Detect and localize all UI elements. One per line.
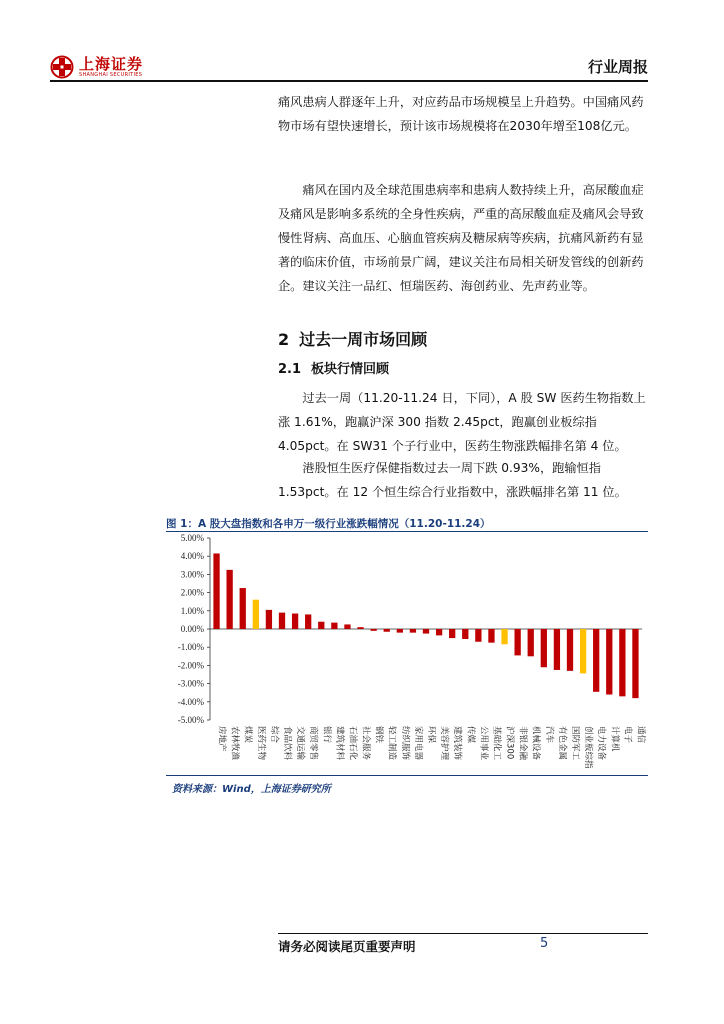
subsection-heading [278,358,389,377]
bar-5 [266,610,272,629]
category-label: 汽车 [543,726,554,744]
logo-name-en: SHANGHAI SECURITIES [79,72,143,78]
bar-series [213,553,638,698]
y-tick-label: -4.00% [177,696,204,707]
category-label: 计算机 [609,726,620,752]
y-tick-label: 0.00% [180,624,204,634]
category-label: 食品饮料 [282,726,292,761]
category-label: 银行 [321,726,332,744]
paragraph-a-share-review: 过去一周（11.20-11.24 日，下同），A 股 SW 医药生物指数上涨 1.61%，跑赢沪深 300 指数 2.45pct，跑赢创业板综指 4.05pct。在 SW31 个子行业中，医药生物涨跌幅排名第 4 位。 [278,391,646,453]
bar-30 [593,629,599,692]
bar-18 [436,629,442,635]
y-tick-label: -3.00% [177,678,204,689]
report-type-title: 行业周报 [587,58,648,76]
bar-25 [528,629,534,656]
category-label: 创业板综指 [583,726,594,769]
bar-9 [318,622,324,629]
bar-27 [554,629,560,670]
section-title: 过去一周市场回顾 [299,330,428,349]
source-rule [166,775,648,776]
section-heading [278,327,427,350]
category-label: 基础化工 [491,726,502,761]
y-tick-label: -5.00% [177,715,204,725]
subsection-title: 板块行情回顾 [311,362,390,377]
footer-divider [278,933,648,934]
category-label: 农林牧渔 [229,726,240,761]
section-number: 2 [278,330,290,349]
bar-31 [606,629,612,695]
y-tick-label: 4.00% [180,551,204,562]
category-label: 机械设备 [530,726,541,761]
category-label: 美容护理 [439,726,450,761]
subsection-number: 2.1 [278,362,302,377]
bar-29 [580,629,586,673]
bar-2 [226,570,232,629]
bar-8 [305,614,311,629]
y-tick-label: 3.00% [180,569,204,580]
bar-24 [514,629,520,655]
bar-11 [344,624,350,629]
industry-return-bar-chart [166,531,648,775]
category-label: 通信 [635,726,646,744]
bar-3 [240,588,246,629]
logo-emblem-icon [50,55,74,79]
category-label: 电子 [622,726,633,744]
bar-1 [213,553,219,629]
bar-33 [632,629,638,698]
figure-title: 图 1：A 股大盘指数和各申万一级行业涨跌幅情况（11.20-11.24） [166,518,491,530]
category-labels [217,726,647,769]
logo-name-cn: 上海证券 [79,55,144,73]
y-tick-label: 2.00% [180,587,204,598]
category-label: 石油石化 [347,726,358,761]
category-label: 家用电器 [412,726,423,761]
category-label: 非银金融 [517,726,528,761]
bar-13 [370,629,376,631]
bar-7 [292,614,298,629]
bar-28 [567,629,573,671]
paragraph-gout-recommendation: 痛风在国内及全球范围患病率和患病人数持续上升，高尿酸血症及痛风是影响多系统的全身性疾病，严重的高尿酸血症及痛风会导致慢性肾病、高血压、心脑血管疾病及糖尿病等疾病，抗痛风新药有显著的临床价值，市场前景广阔，建议关注布局相关研发管线的创新药企。建议关注一品红、恒瑞医药、海创药业、先声药业等。 [278,183,644,293]
paragraph-hk-review: 港股恒生医疗保健指数过去一周下跌 0.93%，跑输恒指 1.53pct。在 12 个恒生综合行业指数中，涨跌幅排名第 11 位。 [278,461,627,499]
category-label: 传媒 [465,726,476,744]
category-label: 电力设备 [596,726,607,761]
category-label: 交通运输 [295,726,306,761]
category-label: 煤炭 [242,726,253,744]
bar-23 [501,629,507,644]
bar-15 [397,629,403,633]
company-logo [50,55,143,79]
category-label: 环保 [426,726,436,744]
category-label: 商贸零售 [308,726,319,761]
bar-17 [423,629,429,634]
category-label: 纺织服饰 [399,726,410,761]
bar-32 [619,629,625,696]
category-label: 建筑材料 [334,726,345,761]
category-label: 轻工制造 [386,726,397,761]
category-label: 沪深300 [504,726,515,760]
category-label: 公用事业 [478,726,489,761]
bar-6 [279,613,285,629]
bar-20 [462,629,468,639]
disclaimer-notice: 请务必阅读尾页重要声明 [278,939,416,954]
category-label: 钢铁 [373,726,384,744]
bar-14 [384,629,390,632]
category-label: 社会服务 [360,726,371,761]
category-label: 国防军工 [570,726,580,761]
y-tick-label: 1.00% [180,605,204,616]
bar-16 [410,629,416,633]
bar-26 [541,629,547,667]
bar-12 [357,627,363,629]
page-number: 5 [540,936,549,951]
category-label: 房地产 [216,726,227,752]
bar-22 [488,629,494,643]
bar-19 [449,629,455,638]
y-tick-label: 5.00% [180,533,204,543]
y-tick-label: -2.00% [177,660,204,671]
bar-21 [475,629,481,642]
bar-4 [253,600,259,629]
category-label: 建筑装饰 [452,726,463,761]
figure-source: 资料来源：Wind，上海证券研究所 [172,784,331,795]
header-divider [50,80,648,82]
paragraph-gout-market: 痛风患病人群逐年上升，对应药品市场规模呈上升趋势。中国痛风药物市场有望快速增长，预计该市场规模将在2030年增至108亿元。 [278,95,644,133]
bar-10 [331,623,337,629]
category-label: 医药生物 [255,726,266,761]
category-label: 综合 [268,726,279,744]
category-label: 有色金属 [556,726,567,761]
y-tick-label: -1.00% [177,642,204,653]
